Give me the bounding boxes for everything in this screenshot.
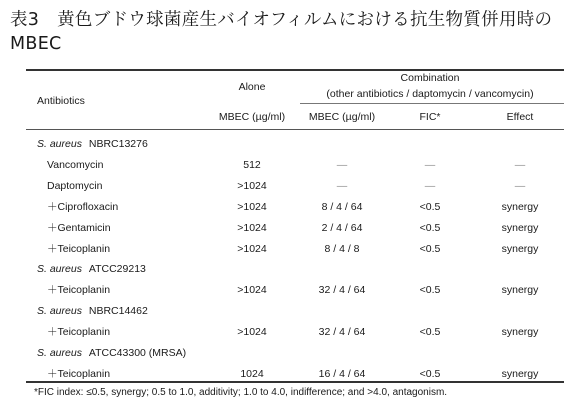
row-effect: synergy	[501, 242, 539, 255]
row-fic: <0.5	[419, 242, 441, 255]
species-name: S. aureus	[37, 138, 82, 150]
strain-id: NBRC14462	[88, 305, 148, 318]
row-mbec-alone: 512	[243, 158, 261, 171]
row-fic: —	[424, 158, 436, 171]
row-fic: <0.5	[419, 367, 441, 380]
row-mbec-alone: >1024	[237, 179, 267, 192]
row-effect: —	[514, 179, 526, 192]
footnote: *FIC index: ≤0.5, synergy; 0.5 to 1.0, additivity; 1.0 to 4.0, indifference; and >4.0, antagonism.	[34, 387, 448, 398]
row-fic: <0.5	[419, 326, 441, 339]
header-mbec-alone: MBEC (µg/ml)	[218, 111, 286, 123]
strain-header	[37, 262, 146, 276]
row-effect: synergy	[501, 284, 539, 297]
row-fic: —	[424, 179, 436, 192]
header-combination-sub: (other antibiotics / daptomycin / vancomycin)	[326, 88, 534, 100]
row-mbec-combination: 32 / 4 / 64	[318, 284, 366, 297]
strain-id: ATCC43300 (MRSA)	[88, 347, 187, 359]
row-mbec-combination: 32 / 4 / 64	[318, 326, 366, 339]
header-alone: Alone	[238, 81, 266, 93]
row-mbec-alone: >1024	[237, 221, 267, 234]
row-antibiotic: ＋Teicoplanin	[47, 367, 111, 380]
row-mbec-alone: 1024	[240, 367, 264, 380]
table-number: 表3	[10, 10, 40, 30]
row-fic: <0.5	[419, 221, 441, 234]
row-fic: <0.5	[419, 284, 441, 297]
row-effect: synergy	[501, 367, 539, 380]
row-effect: —	[514, 158, 526, 171]
header-rule	[26, 129, 564, 130]
strain-header	[37, 304, 148, 318]
row-antibiotic: Vancomycin	[47, 158, 104, 171]
header-combination: Combination	[400, 72, 460, 84]
header-mbec-combination: MBEC (µg/ml)	[308, 111, 376, 123]
row-antibiotic: ＋Teicoplanin	[47, 284, 111, 297]
species-name: S. aureus	[37, 347, 82, 359]
top-rule	[26, 69, 564, 71]
row-effect: synergy	[501, 221, 539, 234]
species-name: S. aureus	[37, 263, 82, 276]
row-mbec-alone: >1024	[237, 200, 267, 213]
row-mbec-alone: >1024	[237, 284, 267, 297]
row-mbec-combination: —	[336, 158, 348, 171]
row-antibiotic: ＋Gentamicin	[47, 221, 111, 234]
species-name: S. aureus	[37, 305, 82, 318]
row-effect: synergy	[501, 200, 539, 213]
row-antibiotic: Daptomycin	[47, 179, 103, 192]
row-mbec-alone: >1024	[237, 242, 267, 255]
row-mbec-combination: 8 / 4 / 64	[321, 200, 363, 213]
bottom-rule	[26, 381, 564, 383]
header-antibiotics: Antibiotics	[37, 95, 85, 107]
row-antibiotic: ＋Teicoplanin	[47, 326, 111, 339]
header-fic: FIC*	[419, 111, 441, 123]
strain-id: ATCC29213	[88, 263, 146, 276]
table-caption: 黄色ブドウ球菌産生バイオフィルムにおける抗生物質併用時の MBEC	[10, 10, 553, 54]
combination-underline	[300, 103, 564, 104]
row-effect: synergy	[501, 326, 539, 339]
row-mbec-combination: 2 / 4 / 64	[321, 221, 363, 234]
row-mbec-combination: —	[336, 179, 348, 192]
row-fic: <0.5	[419, 200, 441, 213]
row-mbec-combination: 16 / 4 / 64	[318, 367, 366, 380]
header-effect: Effect	[506, 111, 534, 123]
row-mbec-alone: >1024	[237, 326, 267, 339]
table-title	[10, 8, 580, 56]
row-antibiotic: ＋Teicoplanin	[47, 242, 111, 255]
row-antibiotic: ＋Ciprofloxacin	[47, 200, 119, 213]
strain-header	[37, 346, 186, 360]
strain-id: NBRC13276	[88, 138, 148, 150]
strain-header	[37, 137, 148, 151]
row-mbec-combination: 8 / 4 / 8	[324, 242, 360, 255]
